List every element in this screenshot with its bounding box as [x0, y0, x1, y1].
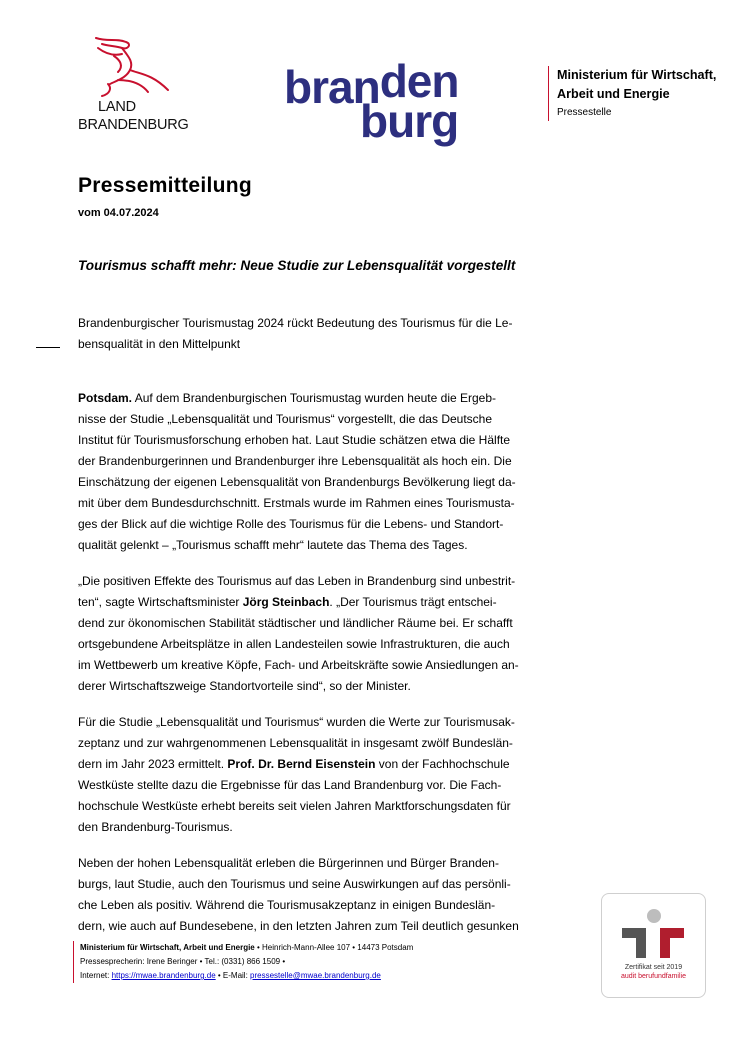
- footer-ministry-name: Ministerium für Wirtschaft, Arbeit und Energie: [80, 943, 255, 952]
- paragraph-line: dend zur ökonomischen Stabilität städtischer und ländlicher Räume bei. Er schafft: [78, 616, 513, 630]
- land-brandenburg-logo: [78, 34, 208, 138]
- wordmark-line2: burg: [360, 95, 459, 147]
- lead-paragraph: [78, 313, 538, 355]
- paragraph-line: [78, 388, 538, 409]
- ministry-name-line2: Arbeit und Energie: [557, 87, 670, 101]
- paragraph-text: . „Der Tourismus trägt entschei-: [329, 595, 497, 609]
- paragraph-line: den Brandenburg-Tourismus.: [78, 820, 233, 834]
- page-footer: [73, 941, 550, 983]
- brandenburg-wordmark: [284, 55, 484, 150]
- lead-line: Brandenburgischer Tourismustag 2024 rückt Bedeutung des Tourismus für die Le-: [78, 316, 513, 330]
- paragraph-line: burgs, laut Studie, auch den Tourismus und seine Auswirkungen auf das persönli-: [78, 877, 511, 891]
- wordmark-part-den: den: [379, 55, 459, 107]
- paragraph-text: von der Fachhochschule: [375, 757, 510, 771]
- footer-contact-line: Pressesprecherin: Irene Beringer • Tel.: (0331) 866 1509 •: [80, 957, 286, 966]
- paragraph-line: Institut für Tourismusforschung erhoben hat. Laut Studie schätzen etwa die Hälfte: [78, 433, 511, 447]
- press-office-label: Pressestelle: [557, 107, 612, 118]
- paragraph-line: che Leben als positiv. Während die Tourismusakzeptanz in einigen Bundeslän-: [78, 898, 496, 912]
- paragraph-line: Neben der hohen Lebensqualität erleben die Bürgerinnen und Bürger Branden-: [78, 856, 499, 870]
- land-logo-line2: BRANDENBURG: [78, 117, 189, 133]
- footer-address: • Heinrich-Mann-Allee 107 • 14473 Potsdam: [254, 943, 414, 952]
- paragraph-line: dern, wie auch auf Bundesebene, in den letzten Jahren zum Teil deutlich gesunken: [78, 919, 519, 933]
- certificate-name: audit berufundfamilie: [621, 973, 686, 980]
- paragraph-line: im Wettbewerb um kreative Köpfe, Fach- und Arbeitskräfte sowie Ansiedlungen an-: [78, 658, 519, 672]
- paragraph-line: Westküste stellte dazu die Ergebnisse für das Land Brandenburg vor. Die Fach-: [78, 778, 502, 792]
- paragraph-text: ten“, sagte Wirtschaftsminister: [78, 595, 243, 609]
- lead-line: bensqualität in den Mittelpunkt: [78, 337, 241, 351]
- paragraph-line: nisse der Studie „Lebensqualität und Tourismus“ vorgestellt, die das Deutsche: [78, 412, 493, 426]
- paragraph-line: mit über dem Bundesdurchschnitt. Erstmals wurde im Rahmen eines Tourismusta-: [78, 496, 515, 510]
- internet-label: Internet:: [80, 971, 112, 980]
- paragraph-line: der Brandenburgerinnen und Brandenburger ihre Lebensqualität als hoch ein. Die: [78, 454, 512, 468]
- berufundfamilie-logo-icon: [620, 908, 686, 962]
- email-link[interactable]: pressestelle@mwae.brandenburg.de: [250, 971, 381, 980]
- wordmark-part-bran: bran: [284, 61, 380, 113]
- person-name: Jörg Steinbach: [242, 595, 330, 609]
- footer-web-line: [80, 969, 550, 983]
- paragraph-line: derer Wirtschaftszweige Standortvorteile sind“, so der Minister.: [78, 679, 411, 693]
- paragraph-line: [78, 754, 538, 775]
- document-date: vom 04.07.2024: [78, 207, 159, 219]
- ministry-header: [548, 66, 746, 121]
- paragraph-line: Einschätzung der eigenen Lebensqualität von Brandenburgs Bevölkerung liegt da-: [78, 475, 516, 489]
- land-logo-line1: LAND: [98, 99, 136, 115]
- audit-berufundfamilie-badge: [601, 893, 706, 998]
- paragraph-4: [78, 853, 538, 937]
- certificate-since: Zertifikat seit 2019: [624, 964, 683, 971]
- paragraph-text: Auf dem Brandenburgischen Tourismustag wurden heute die Ergeb-: [132, 391, 497, 405]
- paragraph-line: ortsgebundene Arbeitsplätze in allen Landesteilen sowie Infrastrukturen, die auch: [78, 637, 510, 651]
- paragraph-line: zeptanz und zur wahrgenommenen Lebensqualität in insgesamt zwölf Bundeslän-: [78, 736, 513, 750]
- dateline: Potsdam.: [78, 391, 133, 405]
- paragraph-3: [78, 712, 538, 838]
- footer-address-line: [80, 941, 550, 955]
- document-title: Pressemitteilung: [78, 174, 253, 197]
- person-name: Prof. Dr. Bernd Eisenstein: [227, 757, 376, 771]
- paragraph-1: [78, 388, 538, 556]
- paragraph-2: [78, 571, 538, 697]
- paragraph-text: dern im Jahr 2023 ermittelt.: [78, 757, 228, 771]
- paragraph-line: ges der Blick auf die wichtige Rolle des Tourismus für die Lebens- und Standort-: [78, 517, 504, 531]
- website-link[interactable]: https://mwae.brandenburg.de: [111, 971, 216, 980]
- ministry-name-line1: Ministerium für Wirtschaft,: [557, 68, 717, 82]
- email-label: • E-Mail:: [215, 971, 251, 980]
- red-eagle-icon: [88, 34, 178, 100]
- fold-mark: [36, 347, 60, 348]
- paragraph-line: „Die positiven Effekte des Tourismus auf das Leben in Brandenburg sind unbestrit-: [78, 574, 516, 588]
- paragraph-line: Für die Studie „Lebensqualität und Tourismus“ wurden die Werte zur Tourismusak-: [78, 715, 515, 729]
- paragraph-line: qualität gelenkt – „Tourismus schafft mehr“ lautete das Thema des Tages.: [78, 538, 468, 552]
- paragraph-line: [78, 592, 538, 613]
- document-headline: Tourismus schafft mehr: Neue Studie zur Lebensqualität vorgestellt: [78, 258, 516, 273]
- paragraph-line: hochschule Westküste erhebt bereits seit vielen Jahren Marktforschungsdaten für: [78, 799, 511, 813]
